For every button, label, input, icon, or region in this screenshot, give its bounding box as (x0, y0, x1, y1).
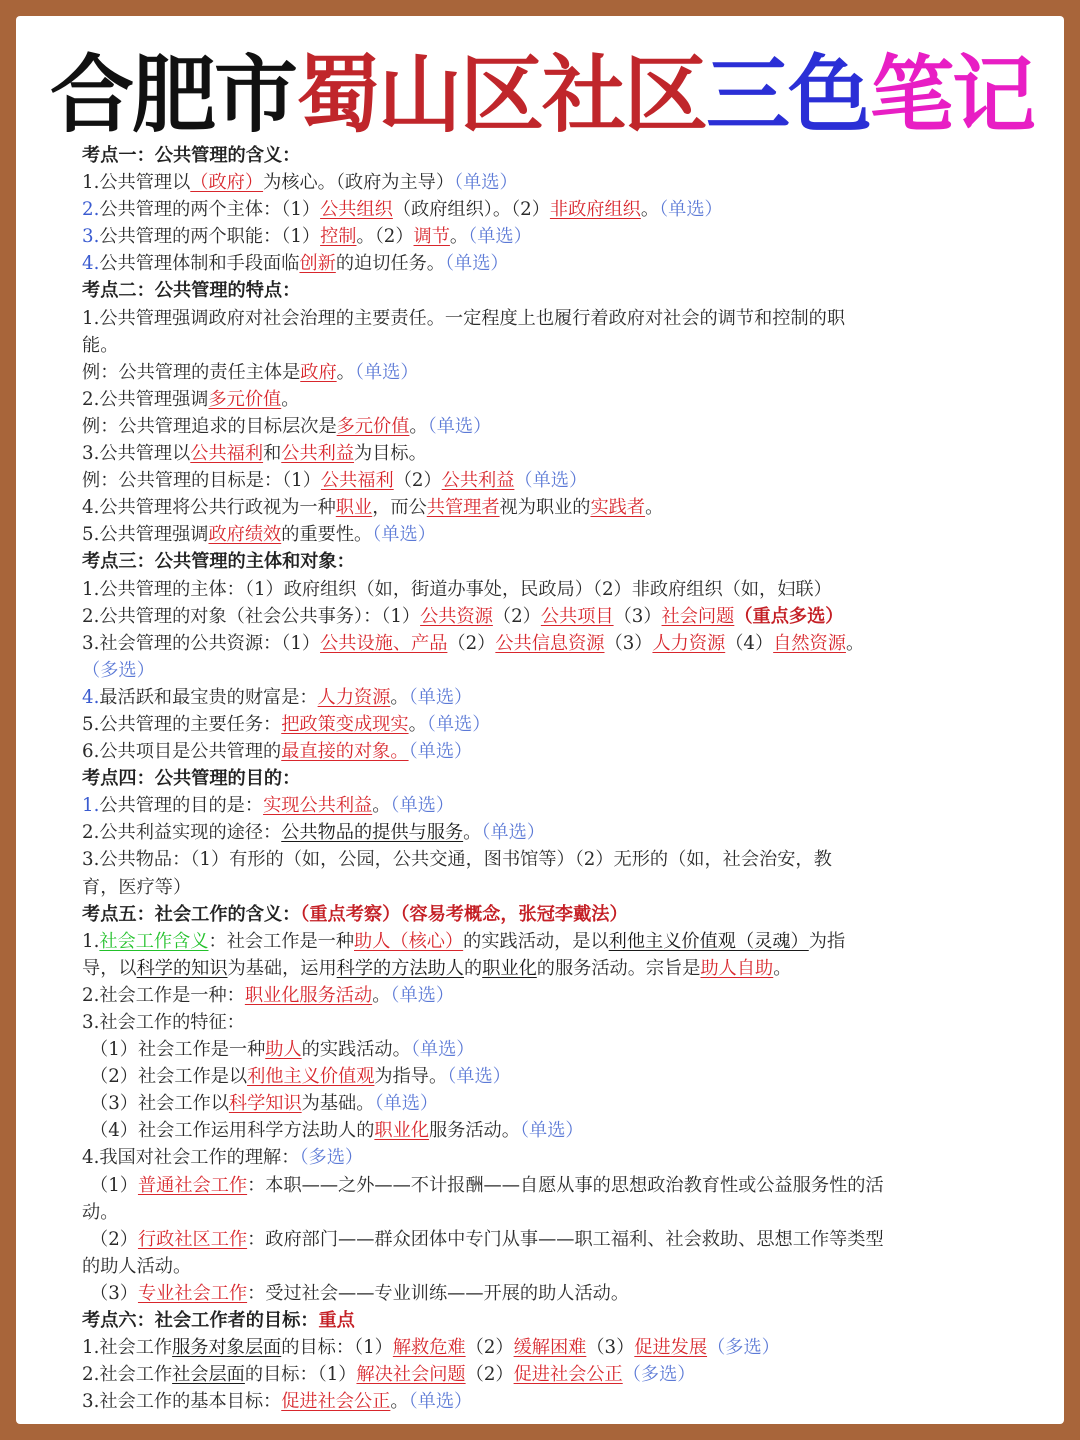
note-line: 2.社会工作是一种：职业化服务活动。（单选） (82, 984, 455, 1006)
note-line: 例：公共管理追求的目标层次是多元价值。（单选） (82, 415, 492, 437)
note-line: （1）普通社会工作：本职——之外——不计报酬——自愿从事的思想政治教育性或公益服务性的活 (90, 1174, 884, 1196)
note-line: 3.公共管理的两个职能：（1）控制。（2）调节。（单选） (82, 226, 532, 248)
note-line: 例：公共管理的目标是：（1）公共福利（2）公共利益（单选） (82, 470, 588, 492)
title-district: 蜀山区社区 (295, 45, 706, 144)
note-line: 2.社会工作社会层面的目标：（1）解决社会问题（2）促进社会公正（多选） (82, 1364, 696, 1386)
note-line: 2.公共利益实现的途径：公共物品的提供与服务。（单选） (82, 822, 545, 844)
note-line: 4.我国对社会工作的理解：（多选） (82, 1147, 364, 1169)
section-heading: 考点五：社会工作的含义：（重点考察）（容易考概念，张冠李戴法） (82, 903, 628, 925)
note-line: 5.公共管理强调政府绩效的重要性。（单选） (82, 524, 436, 546)
note-line: 1.公共管理强调政府对社会治理的主要责任。一定程度上也履行着政府对社会的调节和控制的职 (82, 307, 846, 329)
note-line: （多选） (82, 659, 155, 681)
page-title (22, 38, 1062, 144)
note-line: （3）社会工作以科学知识为基础。（单选） (90, 1093, 439, 1115)
note-line: 4.最活跃和最宝贵的财富是：人力资源。（单选） (82, 686, 473, 708)
note-line: 2.公共管理的对象（社会公共事务）：（1）公共资源（2）公共项目（3）社会问题（重点多选） (82, 605, 844, 627)
note-line: 1.社会工作服务对象层面的目标：（1）解救危难（2）缓解困难（3）促进发展（多选） (82, 1337, 780, 1359)
note-line: 能。 (82, 334, 119, 356)
note-line: 1.公共管理的主体：（1）政府组织（如，街道办事处，民政局）（2）非政府组织（如，妇联） (82, 578, 832, 600)
note-line: 3.社会管理的公共资源：（1）公共设施、产品（2）公共信息资源（3）人力资源（4）自然资源。 (82, 632, 865, 654)
note-line: 3.社会工作的基本目标：促进社会公正。（单选） (82, 1391, 473, 1413)
note-line: （3）专业社会工作：受过社会——专业训练——开展的助人活动。 (90, 1282, 630, 1304)
title-tricolor: 三色 (706, 45, 871, 144)
section-heading: 考点三：公共管理的主体和对象： (82, 551, 355, 573)
note-line: 例：公共管理的责任主体是政府。（单选） (82, 361, 419, 383)
note-line: 3.社会工作的特征： (82, 1012, 245, 1033)
note-line: 动。 (82, 1201, 119, 1223)
note-line: 1.公共管理以（政府）为核心。（政府为主导）（单选） (82, 172, 518, 194)
note-line: 3.公共管理以公共福利和公共利益为目标。 (82, 443, 427, 465)
note-line: 2.公共管理的两个主体：（1）公共组织（政府组织）。（2）非政府组织。（单选） (82, 199, 723, 221)
section-heading: 考点一：公共管理的含义： (82, 145, 301, 166)
section-heading: 考点四：公共管理的目的： (82, 768, 301, 790)
note-line: 导，以科学的知识为基础，运用科学的方法助人的职业化的服务活动。宗旨是助人自助。 (82, 957, 792, 979)
note-line: （4）社会工作运用科学方法助人的职业化服务活动。（单选） (90, 1120, 584, 1142)
note-line: 4.公共管理体制和手段面临创新的迫切任务。（单选） (82, 253, 509, 275)
title-city: 合肥市 (49, 45, 296, 144)
note-line: 育，医疗等） (82, 876, 192, 898)
note-line: 4.公共管理将公共行政视为一种职业，而公共管理者视为职业的实践者。 (82, 497, 664, 519)
note-line: 6.公共项目是公共管理的最直接的对象。（单选） (82, 741, 473, 763)
note-line: （2）行政社区工作：政府部门——群众团体中专门从事——职工福利、社会救助、思想工作等类型 (90, 1228, 884, 1250)
note-line: 的助人活动。 (82, 1255, 192, 1277)
note-card (16, 16, 1064, 1424)
section-heading: 考点二：公共管理的特点： (82, 280, 301, 302)
note-line: 3.公共物品：（1）有形的（如，公园，公共交通，图书馆等）（2）无形的（如，社会治安，教 (82, 849, 832, 871)
note-line: 1.公共管理的目的是：实现公共利益。（单选） (82, 795, 455, 817)
section-heading: 考点六：社会工作者的目标：重点 (82, 1310, 355, 1332)
note-line: 1.社会工作含义：社会工作是一种助人（核心）的实践活动，是以利他主义价值观（灵魂）为指 (82, 930, 846, 952)
note-line: 2.公共管理强调多元价值。 (82, 388, 300, 410)
note-line: 5.公共管理的主要任务：把政策变成现实。（单选） (82, 713, 491, 735)
note-line: （2）社会工作是以利他主义价值观为指导。（单选） (90, 1066, 511, 1088)
title-notes: 笔记 (870, 45, 1035, 144)
note-line: （1）社会工作是一种助人的实践活动。（单选） (90, 1039, 475, 1061)
notes-body (82, 142, 1012, 1415)
